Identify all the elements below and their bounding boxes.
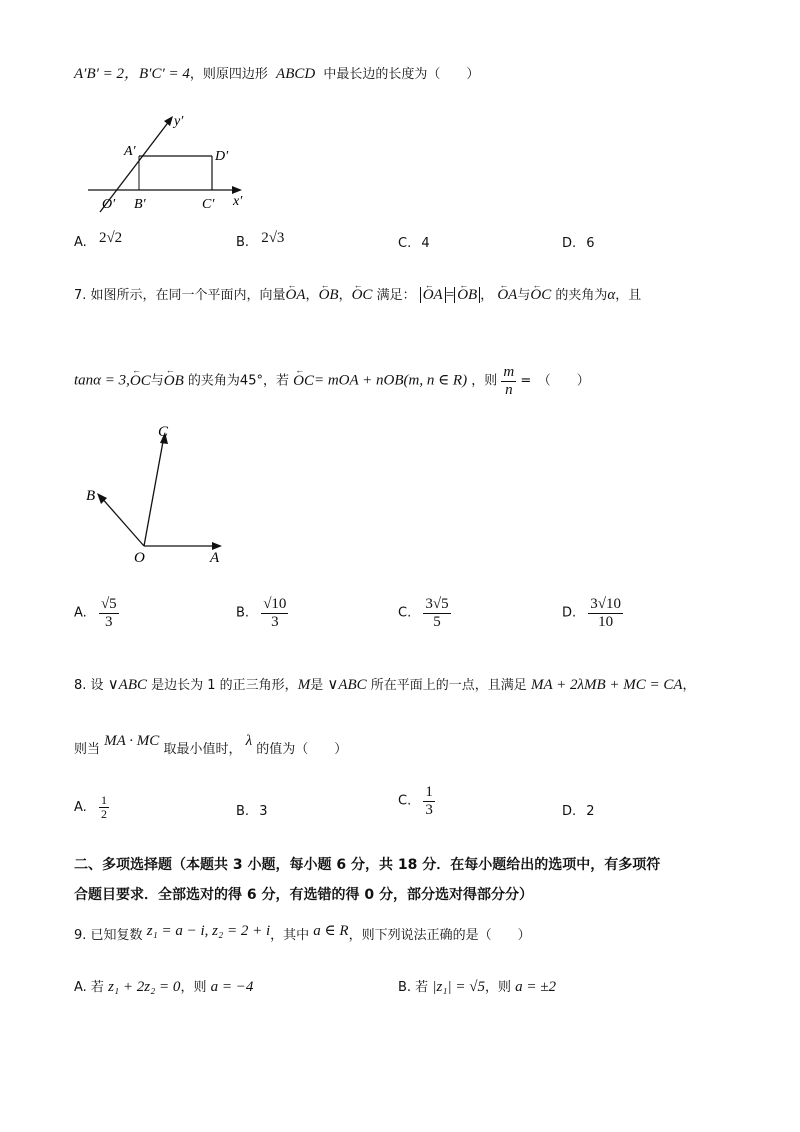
q7-option-c-label: C.: [398, 605, 412, 621]
q7-label-a: A: [210, 550, 220, 566]
q6-option-b-label: B.: [236, 235, 250, 250]
q8-min-text: 取最小值时，: [163, 742, 242, 757]
q7-angle-text: 的夹角为: [555, 288, 608, 303]
q8-expr: MA + 2λMB + MC = CA: [530, 677, 683, 693]
q7-option-a-den: 3: [105, 613, 113, 630]
q6-label-D: D′: [215, 149, 229, 164]
q7-comma-3: ，: [480, 288, 494, 303]
q7-option-d[interactable]: [562, 596, 623, 630]
q7-comma-2: ，: [338, 288, 352, 303]
q9-option-a[interactable]: [74, 976, 253, 996]
q7-line1: [74, 284, 641, 304]
q6-option-b-value: 2√3: [261, 230, 285, 246]
q8-option-a-num: 1: [100, 793, 107, 807]
q7-eq: =: [445, 287, 455, 303]
q9-option-a-label: A. 若: [74, 980, 104, 995]
q9-line1: [74, 924, 531, 944]
q7-vec-oa-2: ← OA: [497, 287, 517, 304]
q8-option-c[interactable]: [398, 784, 435, 818]
q8-is: 是: [310, 678, 324, 693]
q6-text: ，则原四边形: [189, 67, 268, 82]
q8-point-m: M: [297, 677, 311, 693]
q9-expr: z₁ = a − i, z₂ = 2 + i: [146, 923, 271, 939]
q6-option-d-label: D.: [562, 236, 577, 251]
q6-figure: [80, 108, 260, 218]
q7-option-c-den: 5: [433, 613, 441, 630]
q7-option-b-num: √10: [263, 596, 287, 612]
q7-vec-oc-2: ← OC: [530, 287, 551, 304]
q7-option-a[interactable]: [74, 596, 119, 630]
q7-and-2: ，且: [615, 288, 642, 303]
q8-option-b-label: B.: [236, 804, 250, 819]
q8-option-d-value: 2: [586, 804, 595, 819]
q6-label-x: x′: [233, 194, 243, 209]
q7-option-b-den: 3: [271, 613, 279, 630]
q8-option-c-num: 1: [425, 784, 433, 800]
q7-vec-ob: ← OB: [319, 287, 339, 304]
q7-option-c[interactable]: [398, 596, 451, 630]
q7-option-b-label: B.: [236, 605, 250, 621]
q7-intro: 7. 如图所示，在同一个平面内，向量: [74, 288, 286, 303]
q7-m: m: [503, 364, 515, 380]
q7-option-c-num: 3√5: [425, 596, 449, 612]
q9-option-b-then: ，则: [484, 980, 511, 995]
q6-option-b[interactable]: [236, 230, 285, 251]
q9-end: ，则下列说法正确的是（ ）: [348, 928, 531, 943]
section2-heading-line1: 二、多项选择题（本题共 3 小题，每小题 6 分，共 18 分．在每小题给出的选项中，有多项符: [74, 857, 661, 873]
q6-line: [74, 62, 479, 83]
q7-fraction-mn: [501, 364, 516, 398]
q7-then: ，则: [471, 373, 498, 389]
q7-vec-oa: ← OA: [286, 287, 306, 304]
q8-mid: 是边长为 1 的正三角形，: [151, 678, 298, 693]
q9-option-b-label: B. 若: [398, 980, 429, 995]
q8-option-b[interactable]: [236, 804, 267, 819]
q7-arrow-a: [212, 542, 222, 550]
q6-label-O: O′: [102, 197, 116, 212]
q6-option-c[interactable]: [398, 236, 430, 251]
q7-option-a-num: √5: [100, 596, 117, 612]
q7-label-o: O: [134, 550, 145, 566]
q7-option-d-frac: [588, 596, 623, 630]
q7-option-d-label: D.: [562, 605, 577, 621]
q7-expr: = mOA + nOB(m, n ∈ R): [313, 372, 468, 389]
q8-option-b-value: 3: [259, 804, 268, 819]
q6-option-d-value: 6: [586, 236, 595, 251]
q7-vec-oc-4: ← OC: [293, 373, 314, 390]
q7-label-b: B: [86, 488, 96, 504]
q7-option-b-frac: [261, 596, 288, 630]
q9-cond: a ∈ R: [313, 923, 349, 939]
q6-option-a-label: A.: [74, 235, 87, 250]
q8-value-text: 的值为（ ）: [256, 742, 348, 757]
q7-label-c: C: [158, 424, 169, 440]
q6-label-A: A′: [124, 144, 136, 159]
q8-option-a[interactable]: [74, 794, 109, 821]
q7-vector-oc: [144, 436, 164, 546]
q7-abs-oa: [420, 287, 446, 303]
q8-option-c-frac: [423, 784, 435, 818]
q8-comma: ，: [682, 678, 696, 693]
q8-dot-product: MA · MC: [104, 733, 160, 749]
q8-option-d-label: D.: [562, 804, 577, 819]
q6-option-d[interactable]: [562, 236, 595, 251]
q8-line1: [74, 674, 696, 694]
q7-alpha: α: [607, 287, 616, 303]
q6-option-a[interactable]: [74, 230, 123, 251]
q9-start: 9. 已知复数: [74, 928, 143, 943]
q7-abs-oa-vec: ← OA: [423, 287, 443, 304]
q8-start: 8. 设: [74, 678, 104, 693]
q8-option-c-label: C.: [398, 793, 412, 809]
q8-when: 则当: [74, 742, 101, 757]
q7-eq-paren: = （ ）: [520, 373, 590, 389]
q7-option-a-label: A.: [74, 605, 87, 621]
q7-satisfy: 满足：: [376, 288, 416, 303]
q6-option-a-value: 2√2: [98, 230, 123, 246]
q7-option-b[interactable]: [236, 596, 288, 630]
q6-y-arrow: [164, 116, 173, 126]
q8-line2: [74, 733, 348, 758]
q6-option-c-label: C.: [398, 236, 412, 251]
q9-option-b[interactable]: [398, 976, 556, 996]
q7-vec-oc: ← OC: [352, 287, 373, 304]
q7-option-a-frac: [99, 596, 119, 630]
q9-option-a-result: a = −4: [210, 979, 254, 995]
q7-and-3: 与: [150, 373, 164, 389]
q7-abs-ob: [454, 287, 480, 303]
q6-x-arrow: [232, 186, 242, 194]
q6-given: A′B′ = 2，B′C′ = 4: [74, 66, 190, 82]
q6-label-C: C′: [202, 197, 215, 212]
q7-vector-ob: [100, 496, 144, 546]
q7-abs-ob-vec: ← OB: [457, 287, 477, 304]
q9-option-b-result: a = ±2: [515, 979, 556, 995]
q7-vec-ob-3: ← OB: [164, 373, 184, 390]
q7-option-d-num: 3√10: [590, 596, 622, 612]
q8-mid2: 所在平面上的一点，且满足: [370, 678, 527, 693]
q8-triangle-2: ∨ABC: [327, 677, 367, 693]
q8-option-a-label: A.: [74, 800, 87, 816]
q7-tan: tanα = 3,: [74, 372, 130, 389]
q6-label-y: y′: [174, 114, 184, 129]
q8-option-d[interactable]: [562, 804, 595, 819]
q9-option-a-expr: z₁ + 2z₂ = 0: [108, 979, 181, 995]
q7-line2: [74, 364, 590, 398]
q7-option-d-den: 10: [598, 613, 614, 630]
q6-text2: 中最长边的长度为（ ）: [323, 67, 480, 82]
q7-vec-oc-3: ← OC: [130, 373, 151, 390]
q6-option-c-value: 4: [421, 236, 430, 251]
q8-option-a-den: 2: [100, 807, 107, 822]
q9-mid: ，其中: [270, 928, 310, 943]
q7-and-1: 与: [517, 288, 531, 303]
q8-option-a-frac: [99, 794, 109, 821]
section2-heading-line2: 合题目要求．全部选对的得 6 分，有选错的得 0 分，部分选对得部分分）: [74, 887, 533, 903]
q8-option-c-den: 3: [425, 801, 433, 818]
q8-lambda: λ: [245, 733, 253, 749]
q7-angle45: 的夹角为45°，若: [187, 373, 289, 389]
q9-option-a-then: ，则: [180, 980, 207, 995]
q7-comma-1: ，: [305, 288, 319, 303]
q6-quad: ABCD: [276, 66, 316, 82]
q7-n: n: [505, 381, 513, 398]
q6-label-B: B′: [134, 197, 146, 212]
q7-option-c-frac: [423, 596, 450, 630]
q9-option-b-expr: |z₁| = √5: [432, 979, 485, 995]
q7-figure: [80, 420, 240, 570]
q8-triangle: ∨ABC: [107, 677, 147, 693]
